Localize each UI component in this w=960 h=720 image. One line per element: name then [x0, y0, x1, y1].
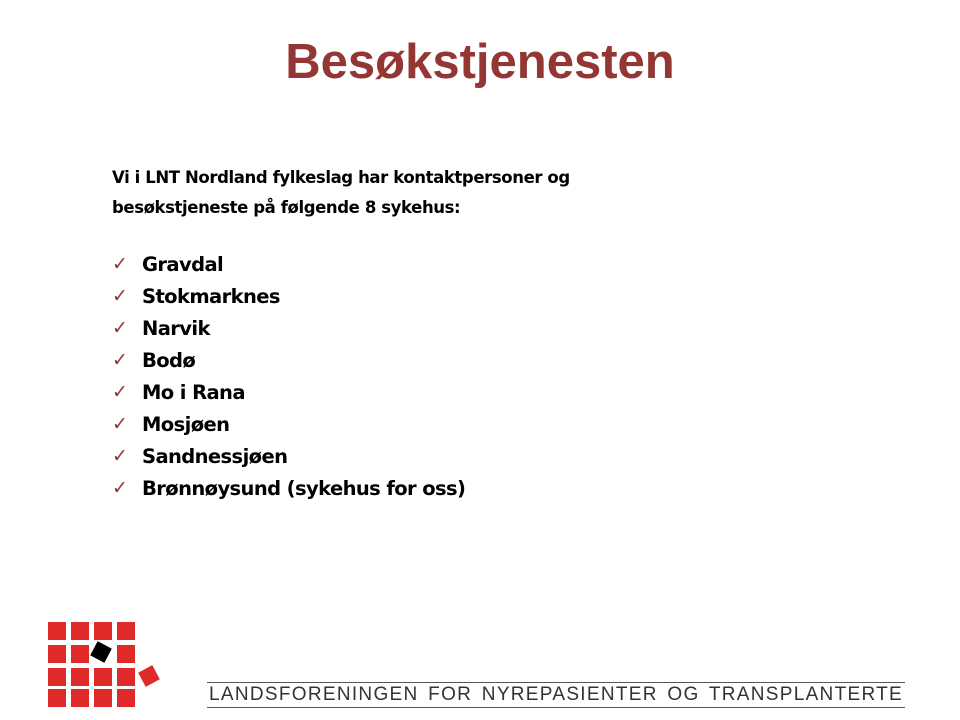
- checkmark-icon: ✓: [112, 413, 128, 435]
- intro-text: [112, 163, 672, 223]
- hospital-name: Mo i Rana: [142, 380, 245, 404]
- checkmark-icon: ✓: [112, 381, 128, 403]
- hospital-name: Bodø: [142, 348, 196, 372]
- list-item: [112, 376, 465, 408]
- organization-name: LANDSFORENINGEN FOR NYREPASIENTER OG TRANSPLANTERTE: [207, 682, 905, 708]
- hospital-name: Brønnøysund (sykehus for oss): [142, 476, 466, 500]
- checkmark-icon: ✓: [112, 253, 128, 275]
- checkmark-icon: ✓: [112, 285, 128, 307]
- hospital-name: Gravdal: [142, 252, 224, 276]
- checkmark-icon: ✓: [112, 349, 128, 371]
- intro-line-2: besøkstjeneste på følgende 8 sykehus:: [112, 198, 461, 217]
- hospital-name: Sandnessjøen: [142, 444, 288, 468]
- list-item: [112, 248, 465, 280]
- hospital-name: Mosjøen: [142, 412, 230, 436]
- checkmark-icon: ✓: [112, 445, 128, 467]
- intro-line-1: Vi i LNT Nordland fylkeslag har kontaktpersoner og: [112, 168, 570, 187]
- page-title: Besøkstjenesten: [285, 35, 675, 89]
- list-item: [112, 280, 465, 312]
- hospital-list: [112, 248, 465, 504]
- list-item: [112, 408, 465, 440]
- checkmark-icon: ✓: [112, 317, 128, 339]
- checkmark-icon: ✓: [112, 477, 128, 499]
- hospital-name: Stokmarknes: [142, 284, 280, 308]
- hospital-name: Narvik: [142, 316, 210, 340]
- list-item: [112, 440, 465, 472]
- lnt-logo-icon: [46, 620, 170, 710]
- list-item: [112, 472, 465, 504]
- list-item: [112, 344, 465, 376]
- list-item: [112, 312, 465, 344]
